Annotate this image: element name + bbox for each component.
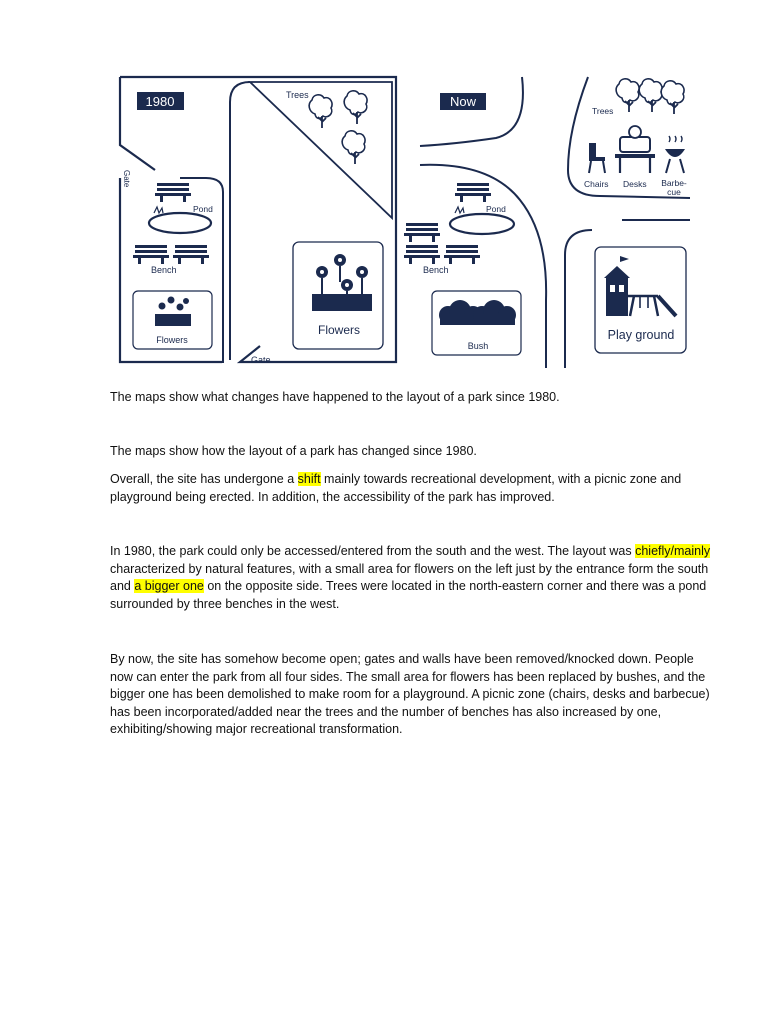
barbecue-label-line2: cue (667, 187, 681, 197)
bench-icon (404, 245, 440, 264)
trees-now-label: Trees (592, 106, 614, 116)
map-now (404, 77, 690, 368)
barbecue-icon (665, 136, 685, 173)
trees-label: Trees (286, 90, 309, 100)
map-1980 (120, 77, 396, 365)
barbecue-label-line1: Barbe- (661, 178, 687, 188)
bench-icon (404, 223, 440, 242)
gate-south-label: Gate (251, 355, 271, 365)
gate-west-label: Gate (122, 170, 131, 188)
map-now-year: Now (449, 94, 477, 109)
paragraph-1980: In 1980, the park could only be accessed/entered from the south and the west. The layout was chiefly/mainly characterized by natural features, with a small area for flowers on the left just by the entrance form the south and a bigger one on the opposite side. Trees were located in the north-eastern corner and there was a pond surrounded by three benches in the west. (110, 544, 711, 611)
bench-icon (455, 183, 491, 202)
desks-label: Desks (623, 179, 647, 189)
flowers-small-label: Flowers (156, 335, 188, 345)
chair-icon (589, 143, 605, 173)
highlight: chiefly/mainly (635, 544, 711, 558)
tree-icon (661, 81, 684, 114)
bench-icon (173, 245, 209, 264)
tree-icon (639, 79, 662, 112)
tree-icon (344, 91, 367, 124)
paragraph-overview: Overall, the site has undergone a shift mainly towards recreational development, with a picnic zone and playground being erected. In addition, the accessibility of the park has improved. (110, 472, 682, 504)
pond-now-label: Pond (486, 204, 506, 214)
bench-icon (444, 245, 480, 264)
bench-icon (155, 183, 191, 202)
desk-icon (615, 126, 655, 173)
tree-icon (616, 79, 639, 112)
bench-icon (133, 245, 169, 264)
pond-label: Pond (193, 204, 213, 214)
bush-label: Bush (467, 341, 489, 351)
paragraph-intro: The maps show what changes have happened to the layout of a park since 1980. (110, 390, 560, 404)
playground-label: Play ground (607, 328, 675, 342)
bench-label: Bench (151, 265, 177, 275)
highlight: shift (297, 472, 321, 486)
bench-now-label: Bench (423, 265, 449, 275)
paragraph-summary: The maps show how the layout of a park has changed since 1980. (110, 444, 477, 458)
tree-icon (309, 95, 332, 128)
chairs-label: Chairs (584, 179, 609, 189)
highlight: a bigger one (134, 579, 204, 594)
paragraph-now: By now, the site has somehow become open; gates and walls have been removed/knocked down. People now can enter the park from all four sides. The small area for flowers has been replaced by bushes, and the bigger one has been demolished to make room for a playground. A picnic zone (chairs, desks and barbecue) has been incorporated/added near the trees and the number of benches has also increased by one, exhibiting/showing major recreational transformation. (110, 652, 710, 737)
park-maps-figure (110, 70, 700, 370)
park-maps-image (110, 70, 700, 370)
map-1980-year: 1980 (145, 94, 175, 109)
flowers-big-label: Flowers (317, 323, 361, 337)
tree-icon (342, 131, 365, 164)
